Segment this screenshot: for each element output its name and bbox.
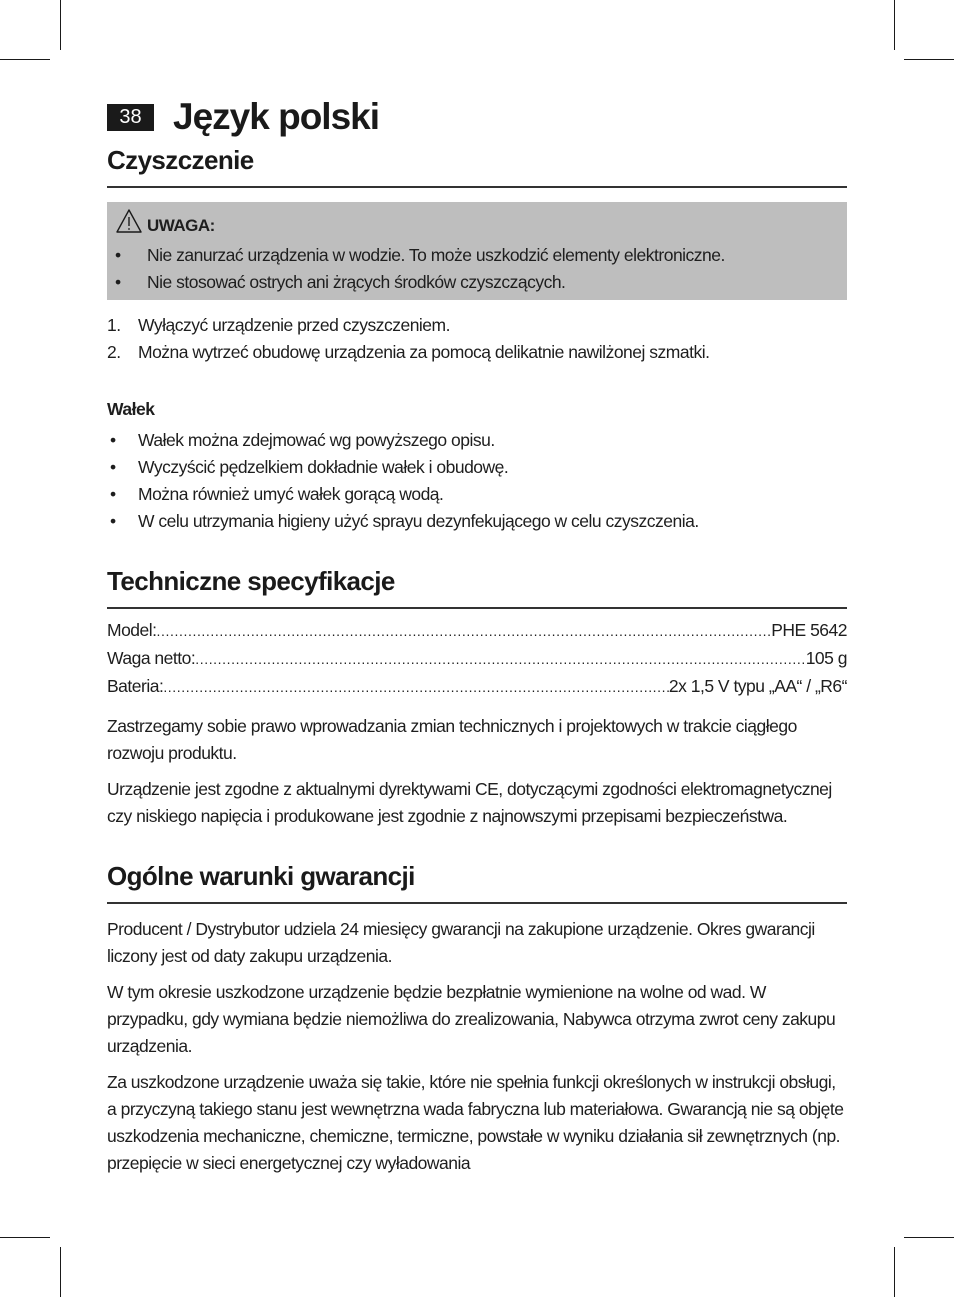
spec-value: PHE 5642 (771, 620, 847, 640)
list-item (107, 339, 847, 366)
spec-label: Model: (107, 620, 157, 640)
page-title: Język polski (173, 96, 380, 137)
crop-mark-bottom-right-horizontal (904, 1237, 954, 1238)
roller-item-text: Można również umyć wałek gorącą wodą. (138, 484, 444, 504)
bullet: • (110, 430, 116, 450)
list-item (107, 454, 847, 481)
warning-title (115, 208, 847, 242)
warning-list (107, 242, 847, 296)
roller-item-text: Wałek można zdejmować wg powyższego opisu. (138, 430, 495, 450)
specs-paragraph: Zastrzegamy sobie prawo wprowadzania zmian technicznych i projektowych w trakcie ciągłego rozwoju produktu. (107, 716, 797, 763)
spec-value: 2x 1,5 V typu „AA“ / „R6“ (668, 676, 847, 696)
bullet: • (110, 511, 116, 531)
bullet: • (110, 484, 116, 504)
bullet: • (115, 272, 121, 292)
warranty-paragraph: Za uszkodzone urządzenie uważa się takie, które nie spełnia funkcji określonych w instrukcji obsługi, a przyczyną takiego stanu jest wewnętrzna wada fabryczna lub materiałowa. Gwarancją nie są objęte uszkodzenia mechaniczne, chemiczne, termiczne, powstałe w wyniku działania sił zewnętrznych (np. przepięcie w sieci energetycznej czy wyładowania (107, 1072, 844, 1173)
crop-mark-top-left-vertical (60, 0, 61, 50)
warranty-paragraph: W tym okresie uszkodzone urządzenie będzie bezpłatnie wymienione na wolne od wad. W przypadku, gdy wymiana będzie niemożliwa do zrealizowania, Nabywca otrzyma zwrot ceny zakupu urządzenia. (107, 982, 836, 1056)
cleaning-heading: Czyszczenie (107, 140, 847, 188)
cleaning-steps (107, 312, 847, 366)
bullet: • (115, 245, 121, 265)
spec-label: Bateria: (107, 676, 164, 696)
bullet: • (110, 457, 116, 477)
list-item (107, 242, 847, 269)
page-number: 38 (107, 104, 154, 131)
crop-mark-top-right-vertical (894, 0, 895, 50)
dot-leader (163, 673, 669, 701)
warning-item-text: Nie zanurzać urządzenia w wodzie. To może uszkodzić elementy elektroniczne. (147, 245, 725, 265)
list-item (107, 269, 847, 296)
specs-paragraph: Urządzenie jest zgodne z aktualnymi dyrektywami CE, dotyczącymi zgodności elektromagnetycznej czy niskiego napięcia i produkowane jest zgodnie z najnowszymi przepisami bezpieczeństwa. (107, 779, 832, 826)
spec-row (107, 673, 847, 701)
warning-item-text: Nie stosować ostrych ani żrących środków czyszczących. (147, 272, 566, 292)
page-content (107, 140, 847, 1177)
crop-mark-top-left-horizontal (0, 59, 50, 60)
warning-title-label: UWAGA: (147, 215, 215, 235)
specs-section (107, 561, 847, 830)
list-item (107, 427, 847, 454)
step-number: 1. (107, 315, 121, 335)
roller-heading: Wałek (107, 399, 155, 419)
warranty-heading: Ogólne warunki gwarancji (107, 856, 847, 904)
roller-list (107, 427, 847, 535)
specs-table (107, 617, 847, 701)
roller-item-text: Wyczyścić pędzelkiem dokładnie wałek i obudowę. (138, 457, 509, 477)
spec-label: Waga netto: (107, 648, 196, 668)
step-number: 2. (107, 342, 121, 362)
roller-item-text: W celu utrzymania higieny użyć sprayu dezynfekującego w celu czyszczenia. (138, 511, 699, 531)
spec-row (107, 617, 847, 645)
step-text: Wyłączyć urządzenie przed czyszczeniem. (138, 315, 450, 335)
spec-value: 105 g (805, 648, 847, 668)
warning-box (107, 202, 847, 300)
warranty-paragraph: Producent / Dystrybutor udziela 24 miesięcy gwarancji na zakupione urządzenie. Okres gwarancji liczony jest od daty zakupu urządzenia. (107, 919, 815, 966)
step-text: Można wytrzeć obudowę urządzenia za pomocą delikatnie nawilżonej szmatki. (138, 342, 710, 362)
crop-mark-top-right-horizontal (904, 59, 954, 60)
cleaning-section (107, 140, 847, 535)
list-item (107, 312, 847, 339)
crop-mark-bottom-left-horizontal (0, 1237, 50, 1238)
list-item (107, 508, 847, 535)
dot-leader (157, 617, 772, 645)
list-item (107, 481, 847, 508)
crop-mark-bottom-left-vertical (60, 1247, 61, 1297)
dot-leader (195, 645, 805, 673)
spec-row (107, 645, 847, 673)
warning-triangle-icon (115, 208, 143, 242)
warranty-section (107, 856, 847, 1177)
crop-mark-bottom-right-vertical (894, 1247, 895, 1297)
specs-heading: Techniczne specyfikacje (107, 561, 847, 609)
